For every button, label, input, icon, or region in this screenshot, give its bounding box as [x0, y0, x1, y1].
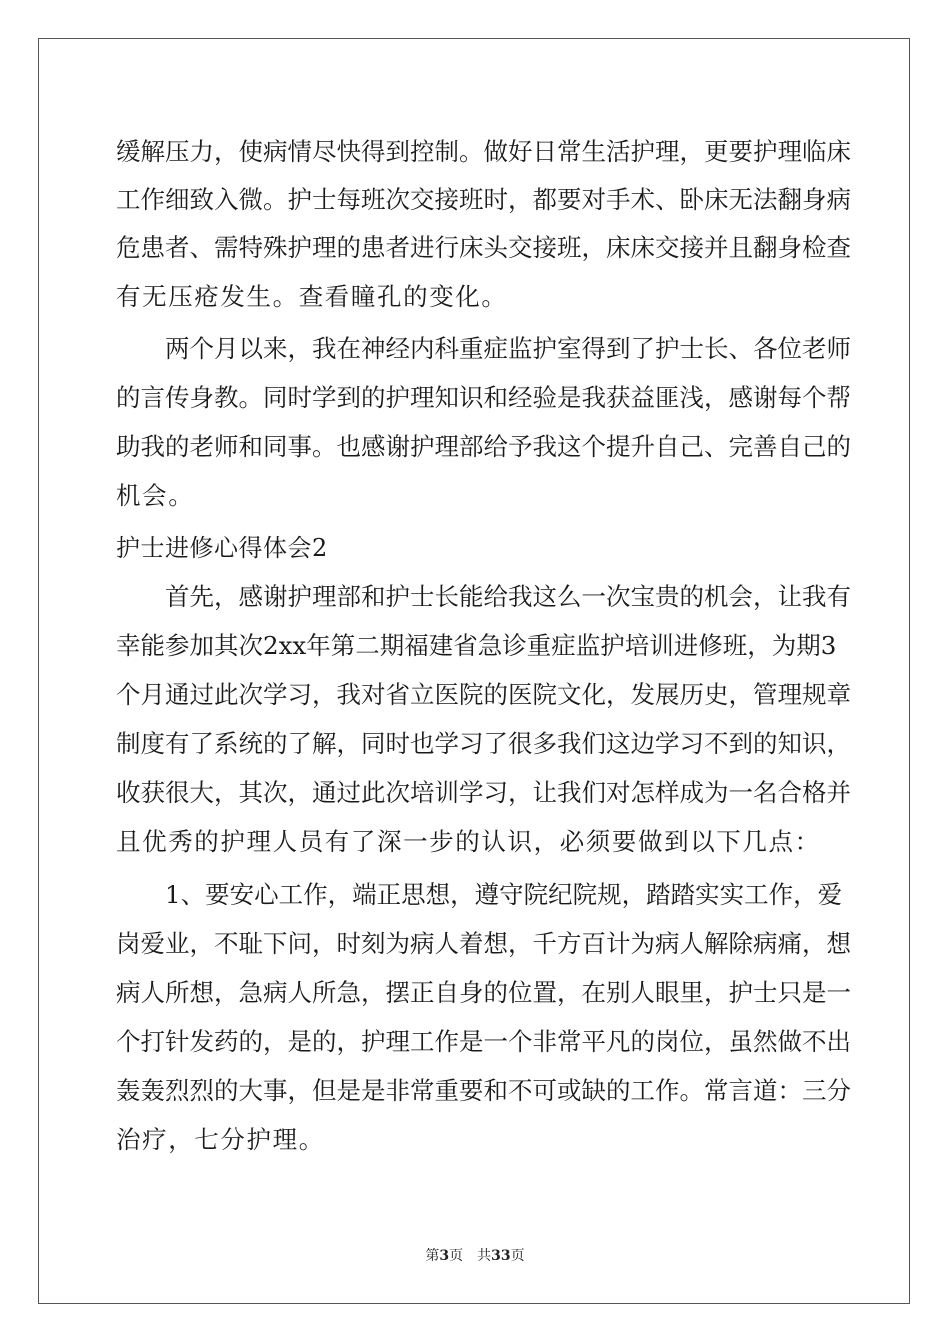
body-line: 的言传身教。同时学到的护理知识和经验是我获益匪浅，感谢每个帮 — [116, 383, 851, 412]
page-border — [38, 38, 910, 1304]
page-prefix: 第 — [425, 1248, 440, 1264]
body-line: 收获很大，其次，通过此次培训学习，让我们对怎样成为一名合格并 — [116, 778, 851, 807]
total-pages: 33 — [491, 1248, 511, 1264]
body-line: 危患者、需特殊护理的患者进行床头交接班，床床交接并且翻身检查 — [116, 233, 851, 262]
body-line: 两个月以来，我在神经内科重症监护室得到了护士长、各位老师 — [116, 334, 851, 363]
body-line: 工作细致入微。护士每班次交接班时，都要对手术、卧床无法翻身病 — [116, 185, 851, 214]
body-line: 个打针发药的，是的，护理工作是一个非常平凡的岗位，虽然做不出 — [116, 1027, 851, 1056]
section-heading: 护士进修心得体会2 — [116, 534, 328, 562]
body-line: 且优秀的护理人员有了深一步的认识，必须要做到以下几点： — [116, 827, 821, 856]
body-line: 幸能参加其次2xx年第二期福建省急诊重症监护培训进修班，为期3 — [116, 631, 837, 660]
body-line: 轰轰烈烈的大事，但是是非常重要和不可或缺的工作。常言道：三分 — [116, 1076, 851, 1105]
body-line: 病人所想，急病人所急，摆正自身的位置，在别人眼里，护士只是一 — [116, 978, 851, 1007]
body-line: 制度有了系统的了解，同时也学习了很多我们这边学习不到的知识， — [116, 729, 851, 758]
body-line: 机会。 — [116, 481, 195, 510]
page-footer — [0, 1247, 950, 1265]
body-line: 助我的老师和同事。也感谢护理部给予我这个提升自己、完善自己的 — [116, 432, 851, 461]
page-current: 3 — [439, 1248, 450, 1264]
total-suffix: 页 — [510, 1248, 525, 1264]
total-prefix: 共 — [477, 1248, 492, 1264]
page-suffix: 页 — [449, 1248, 464, 1264]
body-line: 个月通过此次学习，我对省立医院的医院文化，发展历史，管理规章 — [116, 680, 851, 709]
body-line: 岗爱业，不耻下问，时刻为病人着想，千方百计为病人解除病痛，想 — [116, 929, 851, 958]
body-line: 缓解压力，使病情尽快得到控制。做好日常生活护理，更要护理临床 — [116, 137, 851, 166]
body-line: 有无压疮发生。查看瞳孔的变化。 — [116, 282, 508, 311]
body-line: 1、要安心工作，端正思想，遵守院纪院规，踏踏实实工作，爱 — [116, 880, 843, 909]
body-line: 首先，感谢护理部和护士长能给我这么一次宝贵的机会，让我有 — [116, 582, 851, 611]
body-line: 治疗，七分护理。 — [116, 1125, 325, 1154]
